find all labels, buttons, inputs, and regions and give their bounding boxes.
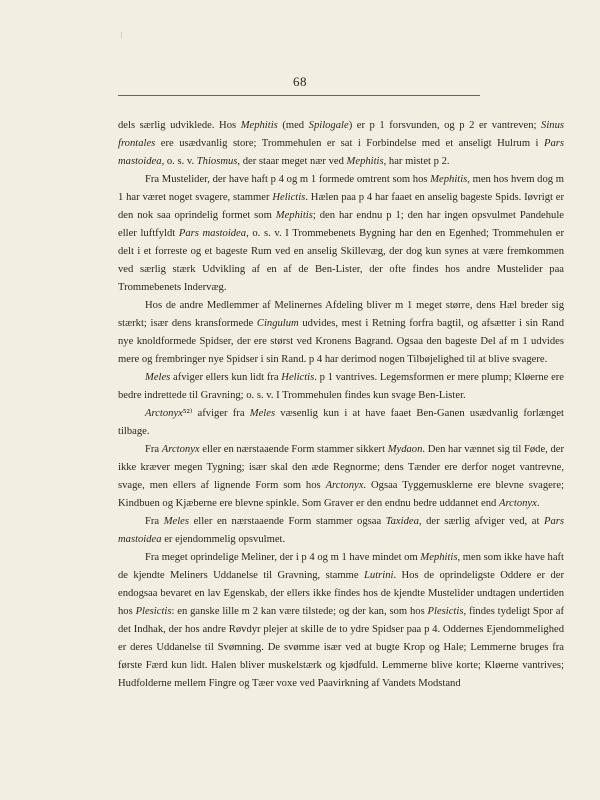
text-run: . Hos de oprindeligste Oddere er der endogsaa bevaret en lav Egenskab, der ellers ikke findes hos de kjendte Mustelider undtagen undertiden hos [118, 570, 564, 617]
text-run: ; den har endnu p 1; den har ingen opsvulmet Pandehule eller luftfyldt [118, 210, 564, 239]
text-run: , o. s. v. I Trommebenets Bygning har den en Egenhed; Trommehulen er delt i et forreste og et bageste Rum ved en anselig Skillevæg, der dog kun synes at være fremkommen ved særlig stærk Udvikling af en af de Ben-Lister, der ofte findes hos andre Mustelider paa Trommebenets Indervæg. [118, 228, 564, 293]
text-run: væsenlig kun i at have faaet Ben-Ganen usædvanlig forlænget tilbage. [118, 408, 565, 437]
italic-term: Taxidea [385, 516, 419, 527]
text-run: Fra [145, 516, 164, 527]
italic-term: Mephitis [240, 120, 278, 131]
italic-term: Lutrini [364, 570, 394, 581]
paragraph [118, 549, 564, 693]
text-run: Hos de andre Medlemmer af Melinernes Afdeling bliver m 1 meget større, dens Hæl breder sig stærkt; især dens kransformede [118, 300, 564, 329]
italic-term: Sinus frontales [118, 120, 564, 149]
text-run: dels særlig udviklede. Hos [118, 120, 241, 131]
paragraph [118, 513, 564, 549]
text-run: . p 1 vantrives. Legemsformen er mere plump; Kløerne ere bedre indrettede til Gravning; o. s. v. I Trommehulen findes kun svage Ben-Lister. [118, 372, 564, 401]
text-run: , men som ikke have haft de kjendte Meliners Uddanelse til Gravning, stamme [118, 552, 564, 581]
text-run: . Den har vænnet sig til Føde, der ikke kræver megen Tygning; især skal den æde Regnorme; dens Tænder ere derfor noget vantrevne, svage, men ellers af lignende Form som hos [118, 444, 564, 491]
text-run: , der staar meget nær ved [237, 156, 347, 167]
text-run: udvides, mest i Retning forfra bagtil, og afsætter i sin Rand nye knoldformede Spidser, der ere størst ved Kronens Bagrand. Ogsaa den bageste Del af m 1 udvides mere og frembringer nye Spidser i sin Rand. p 4 har derimod nogen Tilbøjelighed til at blive svagere. [118, 318, 564, 365]
text-run: ⁵²⁾ afviger fra [182, 408, 250, 419]
italic-term: Mephitis [420, 552, 458, 563]
italic-term: Cingulum [256, 318, 299, 329]
italic-term: Helictis [272, 192, 306, 203]
paragraph [118, 171, 564, 297]
text-run: eller en nærstaaende Form stammer sikkert [199, 444, 388, 455]
italic-term: Spilogale [308, 120, 349, 131]
italic-term: Arctonyx [325, 480, 364, 491]
text-run: , har mistet p 2. [383, 156, 450, 167]
text-run: afviger ellers kun lidt fra [170, 372, 282, 383]
italic-term: Pars mastoidea [178, 228, 247, 239]
text-run: , der særlig afviger ved, at [418, 516, 544, 527]
page-number: 68 [293, 74, 307, 89]
paragraph [118, 117, 564, 171]
italic-term: Meles [249, 408, 276, 419]
italic-term: Mephitis [275, 210, 313, 221]
text-run: Fra [145, 444, 162, 455]
paragraph [118, 369, 564, 405]
italic-term: Arctonyx [498, 498, 537, 509]
text-run: . Ogsaa Tyggemusklerne ere blevne svagere; Kindbuen og Kjæberne ere blevne spinkle. Som Graver er den endnu bedre uddannet end [118, 480, 564, 509]
paragraph [118, 441, 564, 513]
italic-term: Plesictis [427, 606, 464, 617]
italic-term: Meles [145, 372, 171, 383]
text-run: (med [277, 120, 309, 131]
text-run: . Hælen paa p 4 har faaet en anselig bageste Spids. Iøvrigt er den nok saa oprindelig formet som [118, 192, 565, 221]
text-run: , men hos hvem dog m 1 har været noget svagere, stammer [118, 174, 564, 203]
paragraph [118, 405, 564, 441]
text-run: er ejendommelig opsvulmet. [161, 534, 286, 545]
text-run: : en ganske lille m 2 kan være tilstede; og der kan, som hos [171, 606, 428, 617]
italic-term: Meles [163, 516, 189, 527]
pencil-mark: / [118, 29, 125, 41]
paragraph [118, 297, 564, 369]
text-run: . [536, 498, 540, 509]
body-text [118, 117, 564, 693]
italic-term: Mydaon [387, 444, 423, 455]
text-run: ere usædvanlig store; Trommehulen er sat i Forbindelse med et anseligt Hulrum i [155, 138, 544, 149]
text-run: Fra Mustelider, der have haft p 4 og m 1 formede omtrent som hos [145, 174, 431, 185]
text-run: Fra meget oprindelige Meliner, der i p 4 og m 1 have mindet om [145, 552, 421, 563]
italic-term: Helictis [281, 372, 315, 383]
text-run: , findes tydeligt Spor af det Indhak, der hos andre Røvdyr plejer at skille de to ydre Spidser paa p 4. Oddernes Ejendommelighed er deres Uddanelse til Svømning. De svømme især ved at bugte Krop og Hale; Lemmerne bruges fra første Færd kun lidt. Halen bliver muskelstærk og kjødfuld. Lemmerne blive korte; Kløerne vantrives; Hudfolderne mellem Fingre og Tæer voxe ved Paavirkning af Vandets Modstand [118, 606, 564, 689]
italic-term: Arctonyx [161, 444, 200, 455]
italic-term: Pars mastoidea [118, 516, 564, 545]
italic-term: Mephitis [430, 174, 468, 185]
text-run: , o. s. v. [161, 156, 197, 167]
italic-term: Thiosmus [196, 156, 238, 167]
italic-term: Plesictis [135, 606, 172, 617]
italic-term: Arctonyx [145, 408, 183, 419]
text-run: eller en nærstaaende Form stammer ogsaa [189, 516, 386, 527]
header-rule [118, 95, 480, 96]
text-run: ) er p 1 forsvunden, og p 2 er vantreven; [348, 120, 542, 131]
italic-term: Pars mastoidea [118, 138, 564, 167]
italic-term: Mephitis [346, 156, 384, 167]
